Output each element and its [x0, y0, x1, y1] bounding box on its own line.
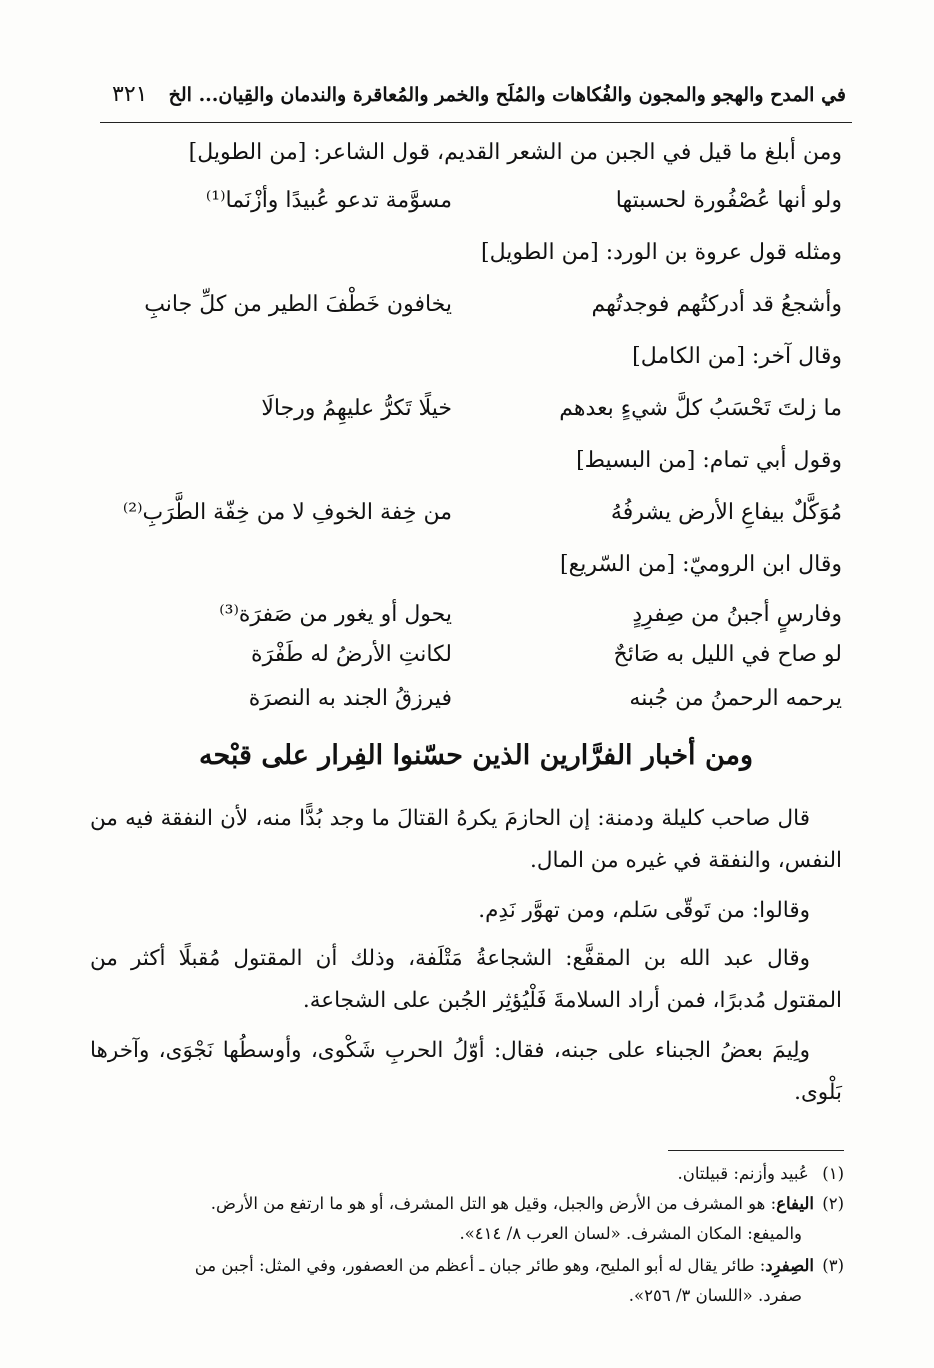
- intro-line-4: وقول أبي تمام: [من البسيط]: [576, 448, 842, 473]
- paragraph-1: قال صاحب كليلة ودمنة: إن الحازمَ يكرهُ القتالَ ما وجد بُدًّا منه، لأن النفقة فيه من النفس، والنفقة في غيره من المال.: [90, 806, 842, 873]
- footnote-rule: [668, 1150, 844, 1151]
- footnote-1: [92, 1160, 844, 1188]
- paragraph-3: وقال عبد الله بن المقفَّع: الشجاعةُ مَتْلَفة، وذلك أن المقتول مُقبلًا أكثر من المقتول مُدبرًا، فمن أراد السلامةَ فَلْيُؤثِر الجُبن على الشجاعة.: [90, 946, 842, 1013]
- verse-7: [102, 686, 842, 726]
- verse-1-second-hemistich: مسوَّمة تدعو عُبيدًا وأزْنَما⁽¹⁾: [205, 188, 452, 213]
- intro-line-2: ومثله قول عروة بن الورد: [من الطويل]: [481, 240, 842, 265]
- verse-2-second-hemistich: يخافون خَطْفَ الطير من كلِّ جانبِ: [144, 292, 452, 317]
- header-rule: [100, 122, 852, 123]
- footnote-2: [92, 1190, 844, 1218]
- verse-7-first-hemistich: يرحمه الرحمنُ من جُبنه: [629, 686, 842, 711]
- verse-5-first-hemistich: وفارسٍ أجبنُ من صِفرِدٍ: [632, 602, 842, 627]
- footnote-3-number: (٣): [822, 1256, 844, 1275]
- footnote-1-number: (١): [822, 1164, 844, 1183]
- verse-1: [102, 188, 842, 228]
- intro-line-5: وقال ابن الروميّ: [من السّريع]: [559, 552, 842, 577]
- footnote-3-text: : طائر يقال له أبو المليح، وهو طائر جبان ـ أعظم من العصفور، وفي المثل: أجبن من: [194, 1256, 766, 1275]
- paragraph-4: ولِيمَ بعضُ الجبناء على جبنه، فقال: أوّلُ الحربِ شَكْوى، وأوسطُها نَجْوَى، وآخرها بَلْوى.: [90, 1038, 842, 1105]
- verse-6-second-hemistich: لكانتِ الأرضُ له طَفْرَة: [251, 642, 452, 667]
- verse-4: [102, 500, 842, 540]
- intro-line-3: وقال آخر: [من الكامل]: [632, 344, 842, 369]
- paragraph-2: وقالوا: من تَوقّى سَلم، ومن تهوَّر نَدِم.: [478, 898, 810, 923]
- verse-6-first-hemistich: لو صاح في الليل به صَائحٌ: [613, 642, 842, 667]
- verse-7-second-hemistich: فيرزقُ الجند به النصرَة: [248, 686, 452, 711]
- footnote-3-continuation: صفرد. «اللسان ٣/ ٢٥٦».: [628, 1286, 802, 1305]
- verse-2-first-hemistich: وأشجعُ قد أدركتُهم فوجدتُهم: [591, 292, 842, 317]
- verse-1-first-hemistich: ولو أنها عُصْفُورة لحسبتها: [615, 188, 842, 213]
- verse-3-first-hemistich: ما زلتَ تَحْسَبُ كلَّ شيءٍ بعدهم: [559, 396, 842, 421]
- verse-5: [102, 602, 842, 642]
- footnote-1-text: عُبيد وأزنم: قبيلتان.: [677, 1164, 809, 1183]
- page-number: ٣٢١: [112, 82, 148, 107]
- footnote-2-term: اليفاع: [776, 1194, 814, 1213]
- verse-6: [102, 642, 842, 682]
- verse-4-first-hemistich: مُوَكَّلٌ بيفاعِ الأرض يشرفُهُ: [610, 500, 842, 525]
- footnote-2-continuation: والميفع: المكان المشرف. «لسان العرب ٨/ ٤١٤».: [459, 1224, 802, 1243]
- footnote-3-term: الصِفرِد: [765, 1256, 814, 1275]
- footnote-3: [92, 1252, 844, 1280]
- verse-3: [102, 396, 842, 436]
- footnote-2-number: (٢): [822, 1194, 844, 1213]
- verse-2: [102, 292, 842, 332]
- intro-line-1: ومن أبلغ ما قيل في الجبن من الشعر القديم، قول الشاعر: [من الطويل]: [188, 140, 842, 165]
- running-header-title: في المدح والهجو والمجون والفُكاهات والمُلَح والخمر والمُعاقرة والندمان والقِيان... الخ: [168, 84, 846, 106]
- verse-5-second-hemistich: يحول أو يغور من صَفرَة⁽³⁾: [219, 602, 452, 627]
- verse-3-second-hemistich: خيلًا تَكرُّ عليهِمُ ورجالَا: [261, 396, 452, 421]
- footnote-2-text: : هو المشرف من الأرض والجبل، وقيل هو التل المشرف، أو هو ما ارتفع من الأرض.: [210, 1194, 777, 1213]
- verse-4-second-hemistich: من خِفة الخوفِ لا من خِفّة الطَّرَبِ⁽²⁾: [122, 500, 452, 525]
- section-heading: ومن أخبار الفرَّارين الذين حسّنوا الفِرار على قبْحه: [198, 740, 754, 771]
